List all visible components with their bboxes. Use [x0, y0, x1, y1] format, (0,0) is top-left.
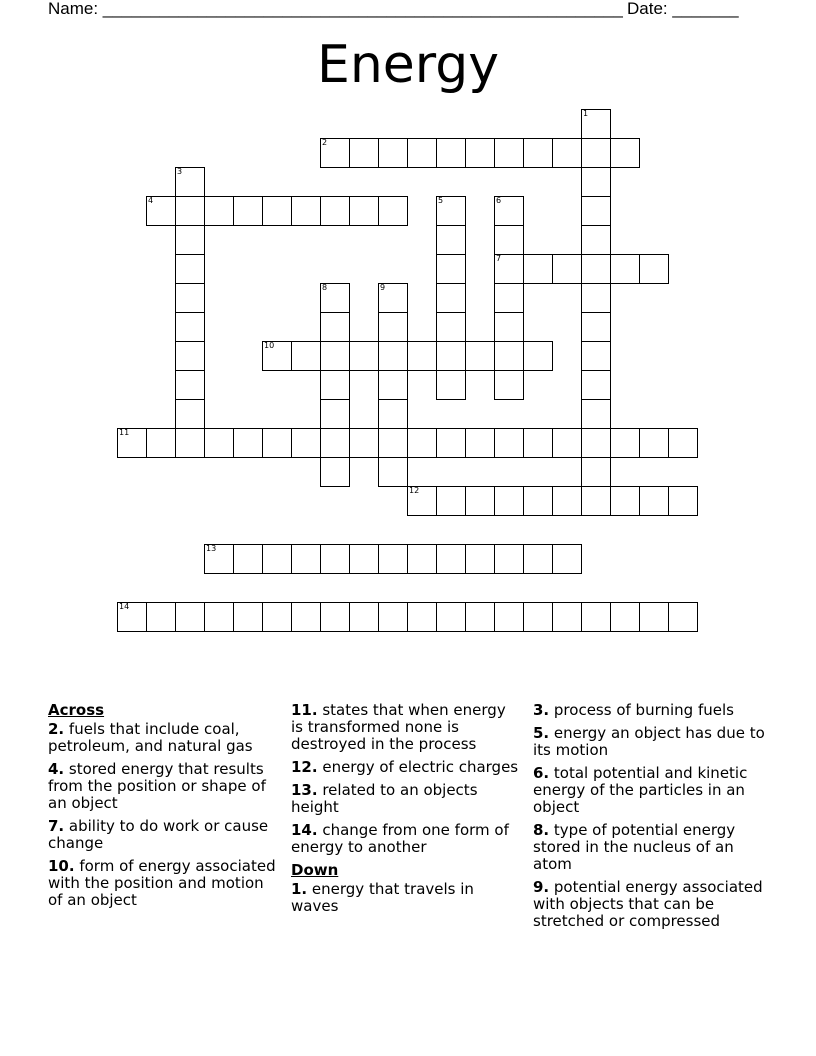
crossword-cell[interactable] [552, 486, 582, 516]
clue-text: form of energy associated with the position and motion of an object [48, 857, 276, 909]
crossword-cell[interactable] [436, 283, 466, 313]
crossword-cell[interactable] [262, 544, 292, 574]
crossword-cell[interactable] [233, 602, 263, 632]
crossword-cell[interactable] [175, 312, 205, 342]
crossword-cell[interactable] [552, 428, 582, 458]
clue-item [48, 858, 276, 909]
clue-item [291, 759, 519, 776]
clue-text: total potential and kinetic energy of the particles in an object [533, 764, 748, 816]
crossword-cell[interactable] [175, 341, 205, 371]
crossword-cell[interactable] [494, 225, 524, 255]
clue-item [291, 881, 519, 915]
crossword-cell[interactable] [349, 602, 379, 632]
crossword-cell[interactable] [407, 138, 437, 168]
crossword-cell[interactable] [175, 225, 205, 255]
crossword-cell[interactable] [610, 486, 640, 516]
crossword-cell[interactable] [204, 428, 234, 458]
crossword-cell[interactable] [378, 602, 408, 632]
crossword-cell[interactable] [436, 312, 466, 342]
crossword-cell[interactable] [465, 138, 495, 168]
crossword-cell[interactable] [291, 196, 321, 226]
crossword-cell[interactable] [175, 602, 205, 632]
clue-number: 3. [533, 701, 550, 719]
crossword-cell[interactable] [581, 457, 611, 487]
crossword-cell[interactable] [204, 196, 234, 226]
crossword-cell[interactable] [610, 602, 640, 632]
clue-item [291, 782, 519, 816]
crossword-cell[interactable] [610, 254, 640, 284]
crossword-cell[interactable] [117, 428, 147, 458]
clue-number: 13. [291, 781, 318, 799]
clue-item [533, 702, 765, 719]
crossword-cell[interactable] [204, 544, 234, 574]
clue-text: change from one form of energy to another [291, 821, 509, 856]
crossword-cell[interactable] [233, 544, 263, 574]
crossword-cell[interactable] [291, 602, 321, 632]
clue-number: 1 [583, 109, 589, 118]
clue-number: 12. [291, 758, 318, 776]
crossword-cell[interactable] [436, 341, 466, 371]
clue-number: 3 [177, 167, 183, 176]
crossword-cell[interactable] [494, 486, 524, 516]
crossword-cell[interactable] [639, 602, 669, 632]
crossword-cell[interactable] [436, 486, 466, 516]
across-heading: Across [48, 701, 105, 719]
clue-number: 6 [496, 196, 502, 205]
crossword-cell[interactable] [320, 283, 350, 313]
crossword-cell[interactable] [581, 428, 611, 458]
crossword-cell[interactable] [581, 283, 611, 313]
crossword-cell[interactable] [320, 370, 350, 400]
page-title: Energy [316, 35, 500, 95]
clue-text: potential energy associated with objects that can be stretched or compressed [533, 878, 763, 930]
crossword-cell[interactable] [523, 486, 553, 516]
clue-number: 4 [148, 196, 154, 205]
clue-number: 7 [496, 254, 502, 263]
clue-text: energy of electric charges [317, 758, 519, 776]
clue-text: states that when energy is transformed none is destroyed in the process [291, 701, 506, 753]
clue-number: 13 [206, 544, 217, 553]
clues-column-2 [291, 702, 519, 921]
crossword-cell[interactable] [407, 341, 437, 371]
crossword-cell[interactable] [407, 486, 437, 516]
crossword-cell[interactable] [349, 196, 379, 226]
name-field[interactable]: Name: _______________________________________________________ [48, 0, 623, 18]
clue-number: 4. [48, 760, 65, 778]
clue-text: related to an objects height [291, 781, 478, 816]
crossword-cell[interactable] [378, 428, 408, 458]
crossword-cell[interactable] [175, 283, 205, 313]
clue-item [291, 702, 519, 753]
crossword-cell[interactable] [668, 428, 698, 458]
crossword-cell[interactable] [262, 196, 292, 226]
crossword-cell[interactable] [465, 602, 495, 632]
crossword-cell[interactable] [494, 254, 524, 284]
clue-item [533, 879, 765, 930]
crossword-cell[interactable] [494, 428, 524, 458]
crossword-cell[interactable] [639, 254, 669, 284]
crossword-cell[interactable] [146, 428, 176, 458]
clue-number: 8 [322, 283, 328, 292]
clues-column-1 [48, 702, 276, 915]
crossword-cell[interactable] [146, 602, 176, 632]
crossword-cell[interactable] [378, 544, 408, 574]
crossword-cell[interactable] [291, 544, 321, 574]
crossword-cell[interactable] [581, 109, 611, 139]
clue-text: stored energy that results from the position or shape of an object [48, 760, 266, 812]
crossword-cell[interactable] [668, 602, 698, 632]
crossword-cell[interactable] [436, 370, 466, 400]
crossword-cell[interactable] [117, 602, 147, 632]
clue-number: 8. [533, 821, 550, 839]
clue-number: 6. [533, 764, 550, 782]
crossword-cell[interactable] [494, 370, 524, 400]
crossword-cell[interactable] [175, 254, 205, 284]
down-clue-list-continued [533, 702, 765, 930]
crossword-cell[interactable] [494, 138, 524, 168]
crossword-cell[interactable] [175, 370, 205, 400]
across-clue-list [48, 721, 276, 909]
crossword-cell[interactable] [581, 138, 611, 168]
clue-text: ability to do work or cause change [48, 817, 269, 852]
crossword-cell[interactable] [494, 602, 524, 632]
crossword-cell[interactable] [494, 196, 524, 226]
crossword-cell[interactable] [523, 544, 553, 574]
crossword-cell[interactable] [581, 370, 611, 400]
crossword-cell[interactable] [494, 283, 524, 313]
clue-item [533, 822, 765, 873]
crossword-cell[interactable] [465, 428, 495, 458]
clue-number: 7. [48, 817, 65, 835]
crossword-cell[interactable] [668, 486, 698, 516]
crossword-cell[interactable] [378, 138, 408, 168]
crossword-cell[interactable] [581, 225, 611, 255]
clue-text: fuels that include coal, petroleum, and natural gas [48, 720, 253, 755]
clue-number: 5. [533, 724, 550, 742]
crossword-cell[interactable] [436, 196, 466, 226]
clue-item [533, 765, 765, 816]
crossword-cell[interactable] [436, 428, 466, 458]
clue-number: 14. [291, 821, 318, 839]
crossword-cell[interactable] [320, 341, 350, 371]
clue-number: 10. [48, 857, 75, 875]
crossword-cell[interactable] [552, 254, 582, 284]
crossword-cell[interactable] [378, 457, 408, 487]
clue-number: 14 [119, 602, 130, 611]
crossword-cell[interactable] [262, 602, 292, 632]
clue-number: 11 [119, 428, 130, 437]
crossword-cell[interactable] [233, 428, 263, 458]
clue-item [48, 761, 276, 812]
crossword-cell[interactable] [349, 428, 379, 458]
clue-item [48, 721, 276, 755]
crossword-cell[interactable] [320, 602, 350, 632]
crossword-cell[interactable] [291, 341, 321, 371]
crossword-cell[interactable] [175, 196, 205, 226]
clue-text: energy that travels in waves [291, 880, 474, 915]
crossword-cell[interactable] [175, 167, 205, 197]
crossword-cell[interactable] [465, 341, 495, 371]
crossword-cell[interactable] [465, 486, 495, 516]
crossword-cell[interactable] [378, 312, 408, 342]
crossword-cell[interactable] [175, 399, 205, 429]
crossword-cell[interactable] [407, 544, 437, 574]
crossword-cell[interactable] [291, 428, 321, 458]
crossword-cell[interactable] [320, 544, 350, 574]
crossword-cell[interactable] [320, 138, 350, 168]
clue-number: 1. [291, 880, 308, 898]
crossword-cell[interactable] [494, 312, 524, 342]
crossword-cell[interactable] [581, 399, 611, 429]
crossword-cell[interactable] [436, 544, 466, 574]
across-clue-list-continued [291, 702, 519, 856]
crossword-cell[interactable] [204, 602, 234, 632]
crossword-cell[interactable] [494, 341, 524, 371]
crossword-cell[interactable] [581, 312, 611, 342]
crossword-cell[interactable] [378, 341, 408, 371]
clue-number: 9 [380, 283, 386, 292]
crossword-cell[interactable] [465, 544, 495, 574]
crossword-cell[interactable] [436, 138, 466, 168]
crossword-cell[interactable] [581, 602, 611, 632]
crossword-cell[interactable] [349, 544, 379, 574]
crossword-cell[interactable] [320, 196, 350, 226]
crossword-cell[interactable] [581, 196, 611, 226]
clue-number: 11. [291, 701, 318, 719]
crossword-cell[interactable] [639, 486, 669, 516]
crossword-cell[interactable] [407, 428, 437, 458]
crossword-cell[interactable] [146, 196, 176, 226]
crossword-cell[interactable] [436, 225, 466, 255]
crossword-cell[interactable] [320, 312, 350, 342]
down-clue-list [291, 881, 519, 915]
clues-column-3 [533, 702, 765, 936]
crossword-cell[interactable] [523, 428, 553, 458]
crossword-cell[interactable] [581, 254, 611, 284]
clue-number: 2 [322, 138, 328, 147]
clue-text: energy an object has due to its motion [533, 724, 765, 759]
clue-number: 5 [438, 196, 444, 205]
crossword-cell[interactable] [552, 602, 582, 632]
crossword-cell[interactable] [581, 486, 611, 516]
crossword-cell[interactable] [436, 602, 466, 632]
crossword-cell[interactable] [610, 138, 640, 168]
crossword-cell[interactable] [552, 544, 582, 574]
crossword-cell[interactable] [523, 602, 553, 632]
crossword-cell[interactable] [320, 428, 350, 458]
crossword-cell[interactable] [523, 341, 553, 371]
crossword-cell[interactable] [494, 544, 524, 574]
crossword-cell[interactable] [581, 341, 611, 371]
crossword-cell[interactable] [233, 196, 263, 226]
crossword-cell[interactable] [378, 399, 408, 429]
clue-number: 10 [264, 341, 275, 350]
crossword-cell[interactable] [262, 428, 292, 458]
crossword-cell[interactable] [523, 138, 553, 168]
clue-item [291, 822, 519, 856]
clue-text: type of potential energy stored in the nucleus of an atom [533, 821, 736, 873]
crossword-cell[interactable] [610, 428, 640, 458]
crossword-cell[interactable] [262, 341, 292, 371]
crossword-cell[interactable] [378, 370, 408, 400]
crossword-cell[interactable] [320, 457, 350, 487]
crossword-cell[interactable] [407, 602, 437, 632]
clue-number: 9. [533, 878, 550, 896]
crossword-cell[interactable] [523, 254, 553, 284]
crossword-cell[interactable] [581, 167, 611, 197]
crossword-cell[interactable] [436, 254, 466, 284]
clue-text: process of burning fuels [549, 701, 734, 719]
crossword-cell[interactable] [639, 428, 669, 458]
crossword-cell[interactable] [349, 138, 379, 168]
date-field[interactable]: Date: _______ [627, 0, 739, 18]
crossword-cell[interactable] [378, 196, 408, 226]
down-heading: Down [291, 861, 339, 879]
clue-item [48, 818, 276, 852]
clue-number: 12 [409, 486, 420, 495]
crossword-cell[interactable] [349, 341, 379, 371]
crossword-cell[interactable] [320, 399, 350, 429]
clue-item [533, 725, 765, 759]
crossword-cell[interactable] [552, 138, 582, 168]
crossword-cell[interactable] [175, 428, 205, 458]
crossword-cell[interactable] [378, 283, 408, 313]
clue-number: 2. [48, 720, 65, 738]
